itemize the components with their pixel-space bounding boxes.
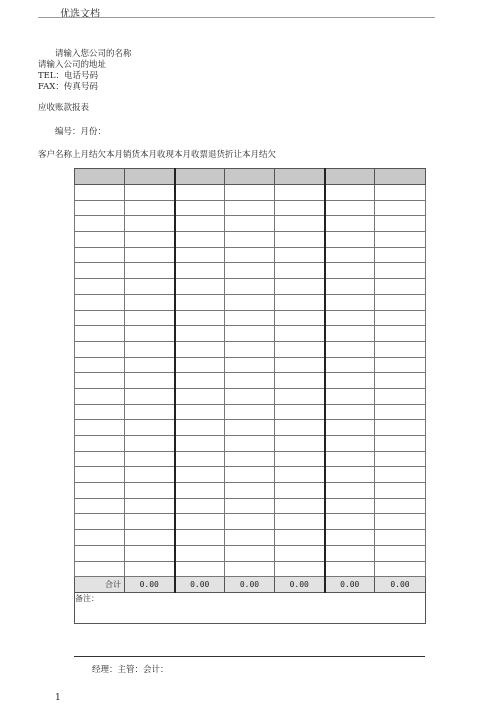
table-cell xyxy=(225,561,275,577)
table-cell xyxy=(125,514,175,530)
table-cell xyxy=(175,373,225,389)
page-number: 1 xyxy=(55,693,61,703)
table-row xyxy=(75,232,426,248)
table-cell xyxy=(125,530,175,546)
table-cell xyxy=(375,326,426,342)
table-cell xyxy=(75,483,125,499)
report-meta: 编号：月份： xyxy=(55,127,107,137)
table-cell xyxy=(175,200,225,216)
table-cell xyxy=(225,404,275,420)
company-name-placeholder: 请输入您公司的名称 xyxy=(55,49,132,59)
table-cell xyxy=(375,404,426,420)
table-cell xyxy=(375,294,426,310)
table-row xyxy=(75,216,426,232)
header-cell xyxy=(75,169,125,185)
table-cell xyxy=(75,357,125,373)
table-cell xyxy=(225,545,275,561)
total-value: 0.00 xyxy=(225,577,275,593)
report-title: 应收账款报表 xyxy=(38,103,90,113)
table-cell xyxy=(275,514,325,530)
table-cell xyxy=(225,341,275,357)
report-columns-line: 客户名称上月结欠本月销货本月收现本月收票退货折让本月结欠 xyxy=(38,150,277,160)
table-cell xyxy=(375,279,426,295)
table-cell xyxy=(225,200,275,216)
table-cell xyxy=(275,263,325,279)
table-cell xyxy=(175,467,225,483)
table-cell xyxy=(175,514,225,530)
table-row xyxy=(75,279,426,295)
table-cell xyxy=(225,451,275,467)
table-cell xyxy=(375,514,426,530)
table-cell xyxy=(225,263,275,279)
table-cell xyxy=(375,420,426,436)
table-cell xyxy=(75,467,125,483)
table-cell xyxy=(225,326,275,342)
total-value: 0.00 xyxy=(175,577,225,593)
table-cell xyxy=(125,247,175,263)
table-cell xyxy=(275,279,325,295)
table-cell xyxy=(125,279,175,295)
receivables-table xyxy=(74,168,426,624)
table-cell xyxy=(325,341,375,357)
table-row xyxy=(75,451,426,467)
table-cell xyxy=(175,232,225,248)
header-cell xyxy=(275,169,325,185)
table-row xyxy=(75,373,426,389)
table-cell xyxy=(175,388,225,404)
total-value: 0.00 xyxy=(125,577,175,593)
table-cell xyxy=(75,216,125,232)
table-cell xyxy=(375,185,426,201)
table-cell xyxy=(175,436,225,452)
table-cell xyxy=(225,310,275,326)
table-cell xyxy=(75,388,125,404)
table-cell xyxy=(375,561,426,577)
table-cell xyxy=(275,294,325,310)
table-cell xyxy=(275,483,325,499)
table-cell xyxy=(225,388,275,404)
header-cell xyxy=(125,169,175,185)
table-cell xyxy=(275,498,325,514)
table-cell xyxy=(125,420,175,436)
table-cell xyxy=(375,232,426,248)
table-cell xyxy=(125,216,175,232)
table-cell xyxy=(125,373,175,389)
table-cell xyxy=(125,436,175,452)
table-cell xyxy=(325,467,375,483)
table-cell xyxy=(325,279,375,295)
total-label: 合计 xyxy=(75,577,125,593)
table-cell xyxy=(375,498,426,514)
table-cell xyxy=(225,185,275,201)
table-row xyxy=(75,357,426,373)
footer-divider xyxy=(74,656,425,657)
table-cell xyxy=(325,216,375,232)
table-row xyxy=(75,530,426,546)
table-cell xyxy=(75,373,125,389)
table-cell xyxy=(325,310,375,326)
table-cell xyxy=(275,373,325,389)
table-cell xyxy=(125,545,175,561)
table-row xyxy=(75,545,426,561)
table-cell xyxy=(225,498,275,514)
table-cell xyxy=(75,436,125,452)
table-cell xyxy=(325,294,375,310)
table-cell xyxy=(275,310,325,326)
table-cell xyxy=(125,498,175,514)
table-cell xyxy=(125,326,175,342)
table-row xyxy=(75,388,426,404)
total-value: 0.00 xyxy=(275,577,325,593)
table-cell xyxy=(325,357,375,373)
table-cell xyxy=(75,310,125,326)
table-cell xyxy=(175,310,225,326)
table-cell xyxy=(325,545,375,561)
table-row xyxy=(75,185,426,201)
table-row xyxy=(75,200,426,216)
table-cell xyxy=(275,451,325,467)
table-cell xyxy=(175,498,225,514)
company-tel: TEL：电话号码 xyxy=(38,71,99,81)
table-cell xyxy=(325,263,375,279)
table-cell xyxy=(275,436,325,452)
table-row xyxy=(75,247,426,263)
table-cell xyxy=(75,232,125,248)
table-cell xyxy=(375,310,426,326)
table-cell xyxy=(225,357,275,373)
notes-label: 备注： xyxy=(75,593,426,624)
table-cell xyxy=(375,373,426,389)
table-cell xyxy=(175,216,225,232)
table-cell xyxy=(375,247,426,263)
table-cell xyxy=(325,561,375,577)
table-row xyxy=(75,561,426,577)
table-cell xyxy=(225,216,275,232)
table-cell xyxy=(225,247,275,263)
table-cell xyxy=(75,326,125,342)
table-cell xyxy=(275,232,325,248)
table-cell xyxy=(325,185,375,201)
table-cell xyxy=(125,357,175,373)
table-cell xyxy=(375,341,426,357)
table-cell xyxy=(275,341,325,357)
table-cell xyxy=(275,357,325,373)
table-cell xyxy=(325,326,375,342)
table-cell xyxy=(125,467,175,483)
table-cell xyxy=(325,483,375,499)
table-row xyxy=(75,514,426,530)
table-cell xyxy=(325,247,375,263)
table-header-row xyxy=(75,169,426,185)
table-row xyxy=(75,341,426,357)
table-cell xyxy=(125,294,175,310)
company-address-placeholder: 请输入公司的地址 xyxy=(38,60,107,70)
table-row xyxy=(75,436,426,452)
table-cell xyxy=(225,436,275,452)
table-cell xyxy=(75,294,125,310)
table-cell xyxy=(175,545,225,561)
table-cell xyxy=(375,467,426,483)
table-cell xyxy=(325,436,375,452)
table-cell xyxy=(175,357,225,373)
table-cell xyxy=(375,388,426,404)
table-cell xyxy=(325,232,375,248)
table-cell xyxy=(125,451,175,467)
table-cell xyxy=(125,404,175,420)
table-row xyxy=(75,310,426,326)
table-cell xyxy=(275,404,325,420)
table-cell xyxy=(75,247,125,263)
table-row xyxy=(75,404,426,420)
header-title: 优选文档 xyxy=(60,9,100,20)
table-cell xyxy=(175,341,225,357)
table-cell xyxy=(275,561,325,577)
table-cell xyxy=(225,279,275,295)
table-row xyxy=(75,326,426,342)
table-cell xyxy=(175,561,225,577)
table-cell xyxy=(225,514,275,530)
table-cell xyxy=(225,420,275,436)
table-cell xyxy=(75,279,125,295)
notes-row xyxy=(75,593,426,624)
table-cell xyxy=(125,200,175,216)
table-row xyxy=(75,294,426,310)
table-cell xyxy=(75,200,125,216)
table-cell xyxy=(75,404,125,420)
table-cell xyxy=(325,373,375,389)
table-cell xyxy=(225,467,275,483)
table-cell xyxy=(275,420,325,436)
table-cell xyxy=(125,185,175,201)
table-cell xyxy=(275,326,325,342)
table-cell xyxy=(175,420,225,436)
table-cell xyxy=(325,498,375,514)
table-cell xyxy=(325,388,375,404)
table-cell xyxy=(175,263,225,279)
table-cell xyxy=(75,451,125,467)
table-cell xyxy=(375,200,426,216)
table-cell xyxy=(375,357,426,373)
total-value: 0.00 xyxy=(375,577,426,593)
header-divider xyxy=(38,17,435,18)
table-cell xyxy=(125,232,175,248)
table-cell xyxy=(225,294,275,310)
table-cell xyxy=(325,530,375,546)
table-cell xyxy=(375,530,426,546)
table-cell xyxy=(175,185,225,201)
table-cell xyxy=(125,263,175,279)
table-row xyxy=(75,467,426,483)
table-cell xyxy=(175,404,225,420)
table-cell xyxy=(375,436,426,452)
table-cell xyxy=(125,310,175,326)
table-row xyxy=(75,498,426,514)
header-cell xyxy=(175,169,225,185)
table-cell xyxy=(225,483,275,499)
table-cell xyxy=(325,514,375,530)
table-cell xyxy=(75,530,125,546)
company-fax: FAX：传真号码 xyxy=(38,82,98,92)
table-cell xyxy=(175,326,225,342)
table-cell xyxy=(75,514,125,530)
table-cell xyxy=(275,247,325,263)
table-cell xyxy=(75,341,125,357)
table-cell xyxy=(275,185,325,201)
header-cell xyxy=(375,169,426,185)
table-row xyxy=(75,420,426,436)
table-cell xyxy=(125,483,175,499)
table-cell xyxy=(175,451,225,467)
table-cell xyxy=(275,200,325,216)
table-cell xyxy=(175,483,225,499)
table-cell xyxy=(275,467,325,483)
table-cell xyxy=(275,545,325,561)
table-cell xyxy=(175,279,225,295)
table-cell xyxy=(325,404,375,420)
table-cell xyxy=(225,373,275,389)
table-cell xyxy=(175,247,225,263)
table-cell xyxy=(325,451,375,467)
table-cell xyxy=(275,530,325,546)
table-cell xyxy=(225,232,275,248)
table-row xyxy=(75,263,426,279)
table-cell xyxy=(175,530,225,546)
table-cell xyxy=(275,388,325,404)
signature-line: 经理：主管：会计： xyxy=(92,665,169,675)
total-value: 0.00 xyxy=(325,577,375,593)
table-cell xyxy=(75,545,125,561)
table-row xyxy=(75,483,426,499)
table-cell xyxy=(375,263,426,279)
table-cell xyxy=(225,530,275,546)
table-cell xyxy=(75,561,125,577)
header-cell xyxy=(225,169,275,185)
table-cell xyxy=(125,561,175,577)
table-cell xyxy=(375,216,426,232)
table-cell xyxy=(75,263,125,279)
table-cell xyxy=(125,388,175,404)
table-cell xyxy=(325,420,375,436)
table-cell xyxy=(375,451,426,467)
totals-row xyxy=(75,577,426,593)
table-cell xyxy=(325,200,375,216)
table-cell xyxy=(75,420,125,436)
table-cell xyxy=(375,545,426,561)
table-cell xyxy=(125,341,175,357)
table-cell xyxy=(75,185,125,201)
table-cell xyxy=(75,498,125,514)
table-cell xyxy=(375,483,426,499)
table-cell xyxy=(275,216,325,232)
table-cell xyxy=(175,294,225,310)
header-cell xyxy=(325,169,375,185)
